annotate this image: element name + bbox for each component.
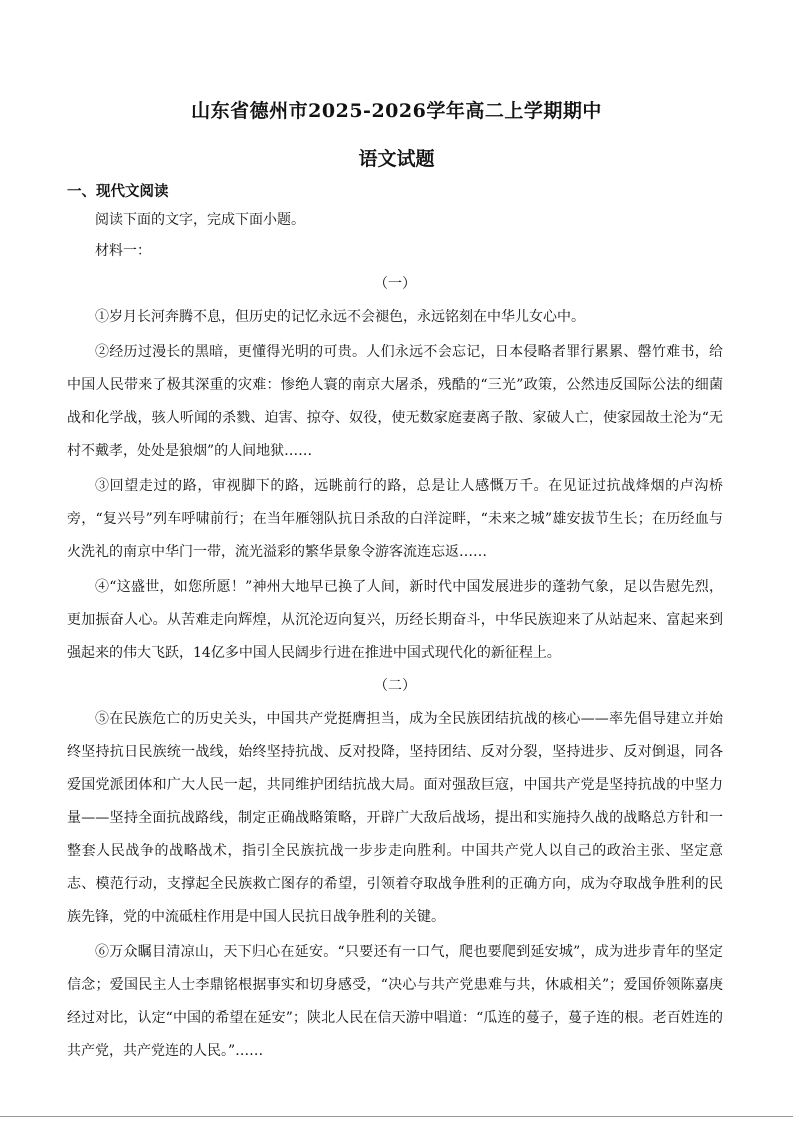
part-heading-1: （一）	[374, 276, 416, 292]
paragraph-4: ④“这盛世，如您所愿！”神州大地早已换了人间，新时代中国发展进步的蓬勃气象，足以告慰先烈，更加振奋人心。从苦难走向辉煌，从沉沦迈向复兴，历经长期奋斗，中华民族迎来了从站起来、富起来到强起来的伟大飞跃，14亿多中国人民阔步行进在推进中国式现代化的新征程上。	[67, 579, 723, 661]
page-bottom-divider	[0, 1116, 793, 1117]
paragraph-3: ③回望走过的路，审视脚下的路，远眺前行的路，总是让人感慨万千。在见证过抗战烽烟的卢沟桥旁，“复兴号”列车呼啸前行；在当年雁翎队抗日杀敌的白洋淀畔，“未来之城”雄安拔节生长；在历经血与火洗礼的南京中华门一带，流光溢彩的繁华景象令游客流连忘返……	[67, 478, 723, 560]
paragraph-1: ①岁月长河奔腾不息，但历史的记忆永远不会褪色，永远铭刻在中华儿女心中。	[95, 309, 585, 325]
page-title: 山东省德州市2025-2026学年高二上学期期中	[191, 100, 602, 122]
paragraph-5: ⑤在民族危亡的历史关头，中国共产党挺膺担当，成为全民族团结抗战的核心——率先倡导建立并始终坚持抗日民族统一战线，始终坚持抗战、反对投降，坚持团结、反对分裂，坚持进步、反对倒退，同各爱国党派团体和广大人民一起，共同维护团结抗战大局。面对强敌巨寇，中国共产党是坚持抗战的中坚力量——坚持全面抗战路线，制定正确战略策略，开辟广大敌后战场，提出和实施持久战的战略总方针和一整套人民战争的战略战术，指引全民族抗战一步步走向胜利。中国共产党人以自己的政治主张、坚定意志、模范行动，支撑起全民族救亡图存的希望，引领着夺取战争胜利的正确方向，成为夺取战争胜利的民族先锋，党的中流砥柱作用是中国人民抗日战争胜利的关键。	[67, 711, 723, 925]
document-body	[67, 178, 723, 1068]
paragraph-2: ②经历过漫长的黑暗，更懂得光明的可贵。人们永远不会忘记，日本侵略者罪行累累、罄竹难书，给中国人民带来了极其深重的灾难：惨绝人寰的南京大屠杀，残酷的“三光”政策，公然违反国际公法的细菌战和化学战，骇人听闻的杀戮、迫害、掠夺、奴役，使无数家庭妻离子散、家破人亡，使家园故土沦为“无村不戴孝，处处是狼烟”的人间地狱……	[67, 344, 723, 459]
subject-title: 语文试题	[358, 148, 435, 170]
instruction-text: 阅读下面的文字，完成下面小题。	[95, 212, 305, 228]
section-heading: 一、现代文阅读	[67, 183, 169, 200]
material-label: 材料一：	[95, 243, 151, 259]
paragraph-6: ⑥万众瞩目清凉山，天下归心在延安。“只要还有一口气，爬也要爬到延安城”，成为进步青年的坚定信念；爱国民主人士李鼎铭根据事实和切身感受，“决心与共产党患难与共，休戚相关”；爱国侨领陈嘉庚经过对比，认定“中国的希望在延安”；陕北人民在信天游中唱道：“瓜连的蔓子，蔓子连的根。老百姓连的共产党，共产党连的人民。”……	[67, 944, 723, 1059]
part-heading-2: （二）	[374, 678, 416, 694]
